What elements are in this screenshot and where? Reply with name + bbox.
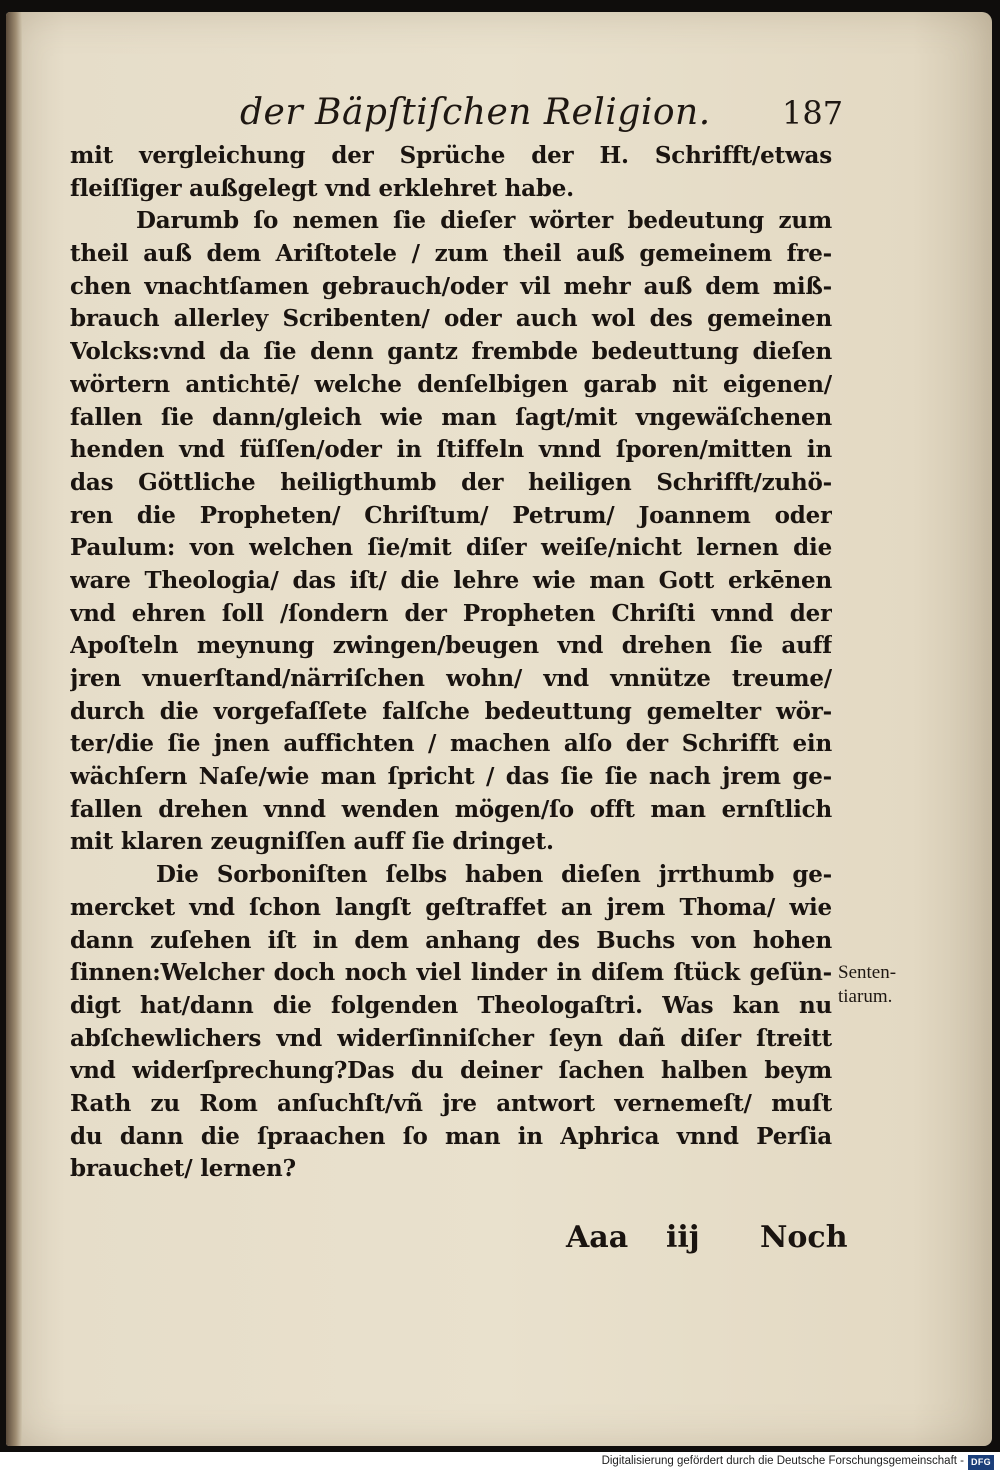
signature-number: iij	[666, 1220, 700, 1255]
text-line: vnd widerſprechung?Das du deiner ſachen halben beym	[70, 1057, 832, 1085]
signature-mark: Aaa	[566, 1220, 629, 1255]
catchword: Noch	[760, 1220, 848, 1255]
text-line: mercket vnd ſchon langſt geſtraffet an jrem Thoma/ wie	[70, 893, 832, 921]
page-binding-edge	[6, 12, 22, 1446]
text-line: fallen drehen vnnd wenden mögen/ſo offt man ernſtlich	[70, 795, 832, 823]
page-number: 187	[782, 94, 844, 132]
text-line: brauch allerley Scribenten/ oder auch wol des gemeinen	[70, 305, 832, 333]
text-line: fallen ſie dann/gleich wie man ſagt/mit vngewäſchenen	[70, 403, 832, 431]
text-line: chen vnachtſamen gebrauch/oder vil mehr auß dem miß-	[70, 272, 832, 300]
text-line: digt hat/dann die folgenden Theologaſtri. Was kan nu	[70, 991, 832, 1019]
text-line: Apoſteln meynung zwingen/beugen vnd drehen ſie auff	[70, 632, 832, 660]
text-line: brauchet/ lernen?	[70, 1155, 296, 1183]
text-line: Paulum: von welchen ſie/mit diſer weiſe/nicht lernen die	[70, 534, 832, 562]
dfg-logo: DFG	[968, 1455, 994, 1470]
text-line-paragraph-start: Die Sorboniſten ſelbs haben dieſen jrrthumb ge-	[156, 861, 832, 889]
main-text-block	[70, 140, 832, 1186]
text-line: wörtern antichtē/ welche denſelbigen garab nit eigenen/	[70, 370, 832, 398]
text-line: durch die vorgefaſſete falſche bedeuttung gemelter wör-	[70, 697, 832, 725]
text-line: henden vnd füſſen/oder in ſtiffeln vnnd ſporen/mitten in	[70, 436, 832, 464]
text-line: jren vnuerſtand/närriſchen wohn/ vnd vnnütze treume/	[70, 665, 832, 692]
marginal-note	[838, 961, 896, 1009]
text-line: ſinnen:Welcher doch noch viel linder in diſem ſtück geſün-	[70, 959, 832, 987]
text-line: das Göttliche heiligthumb der heiligen Schrifft/zuhö-	[70, 468, 832, 496]
marginal-note-line: Senten-	[838, 962, 897, 983]
text-line: ware Theologia/ das iſt/ die lehre wie man Gott erkēnen	[70, 566, 832, 594]
running-head: der Bäpſtiſchen Religion.	[240, 92, 711, 133]
text-line: abſchewlichers vnd widerſinniſcher ſeyn dañ diſer ſtreitt	[70, 1024, 832, 1052]
text-line: ren die Propheten/ Chriſtum/ Petrum/ Joannem oder	[70, 501, 832, 529]
text-line: wächſern Naſe/wie man ſpricht / das ſie ſie nach jrem ge-	[70, 763, 832, 791]
text-line: Rath zu Rom anſuchſt/vñ jre antwort vernemeſt/ muſt	[70, 1089, 832, 1117]
text-line: Volcks:vnd da ſie denn gantz frembde bedeuttung dieſen	[70, 338, 832, 366]
text-line: fleiſſiger außgelegt vnd erklehret habe.	[70, 174, 574, 202]
marginal-note-line: tiarum.	[838, 986, 893, 1007]
digitization-footer	[0, 1452, 1000, 1474]
text-line: mit klaren zeugniſſen auff ſie dringet.	[70, 828, 554, 856]
text-line-paragraph-start: Darumb ſo nemen ſie dieſer wörter bedeutung zum	[136, 207, 832, 235]
text-line: ter/die ſie jnen auffichten / machen alſo der Schrifft ein	[70, 730, 832, 758]
text-line: du dann die ſpraachen ſo man in Aphrica vnnd Perſia	[70, 1122, 832, 1150]
text-line: vnd ehren ſoll /ſondern der Propheten Chriſti vnnd der	[70, 599, 832, 627]
footer-credit-text: Digitalisierung gefördert durch die Deutsche Forschungsgemeinschaft -	[601, 1455, 964, 1467]
text-line: dann zuſehen iſt in dem anhang des Buchs von hohen	[70, 926, 832, 954]
text-line: theil auß dem Ariſtotele / zum theil auß gemeinem fre-	[70, 240, 832, 268]
text-line: mit vergleichung der Sprüche der H. Schrifft/etwas	[70, 142, 832, 169]
